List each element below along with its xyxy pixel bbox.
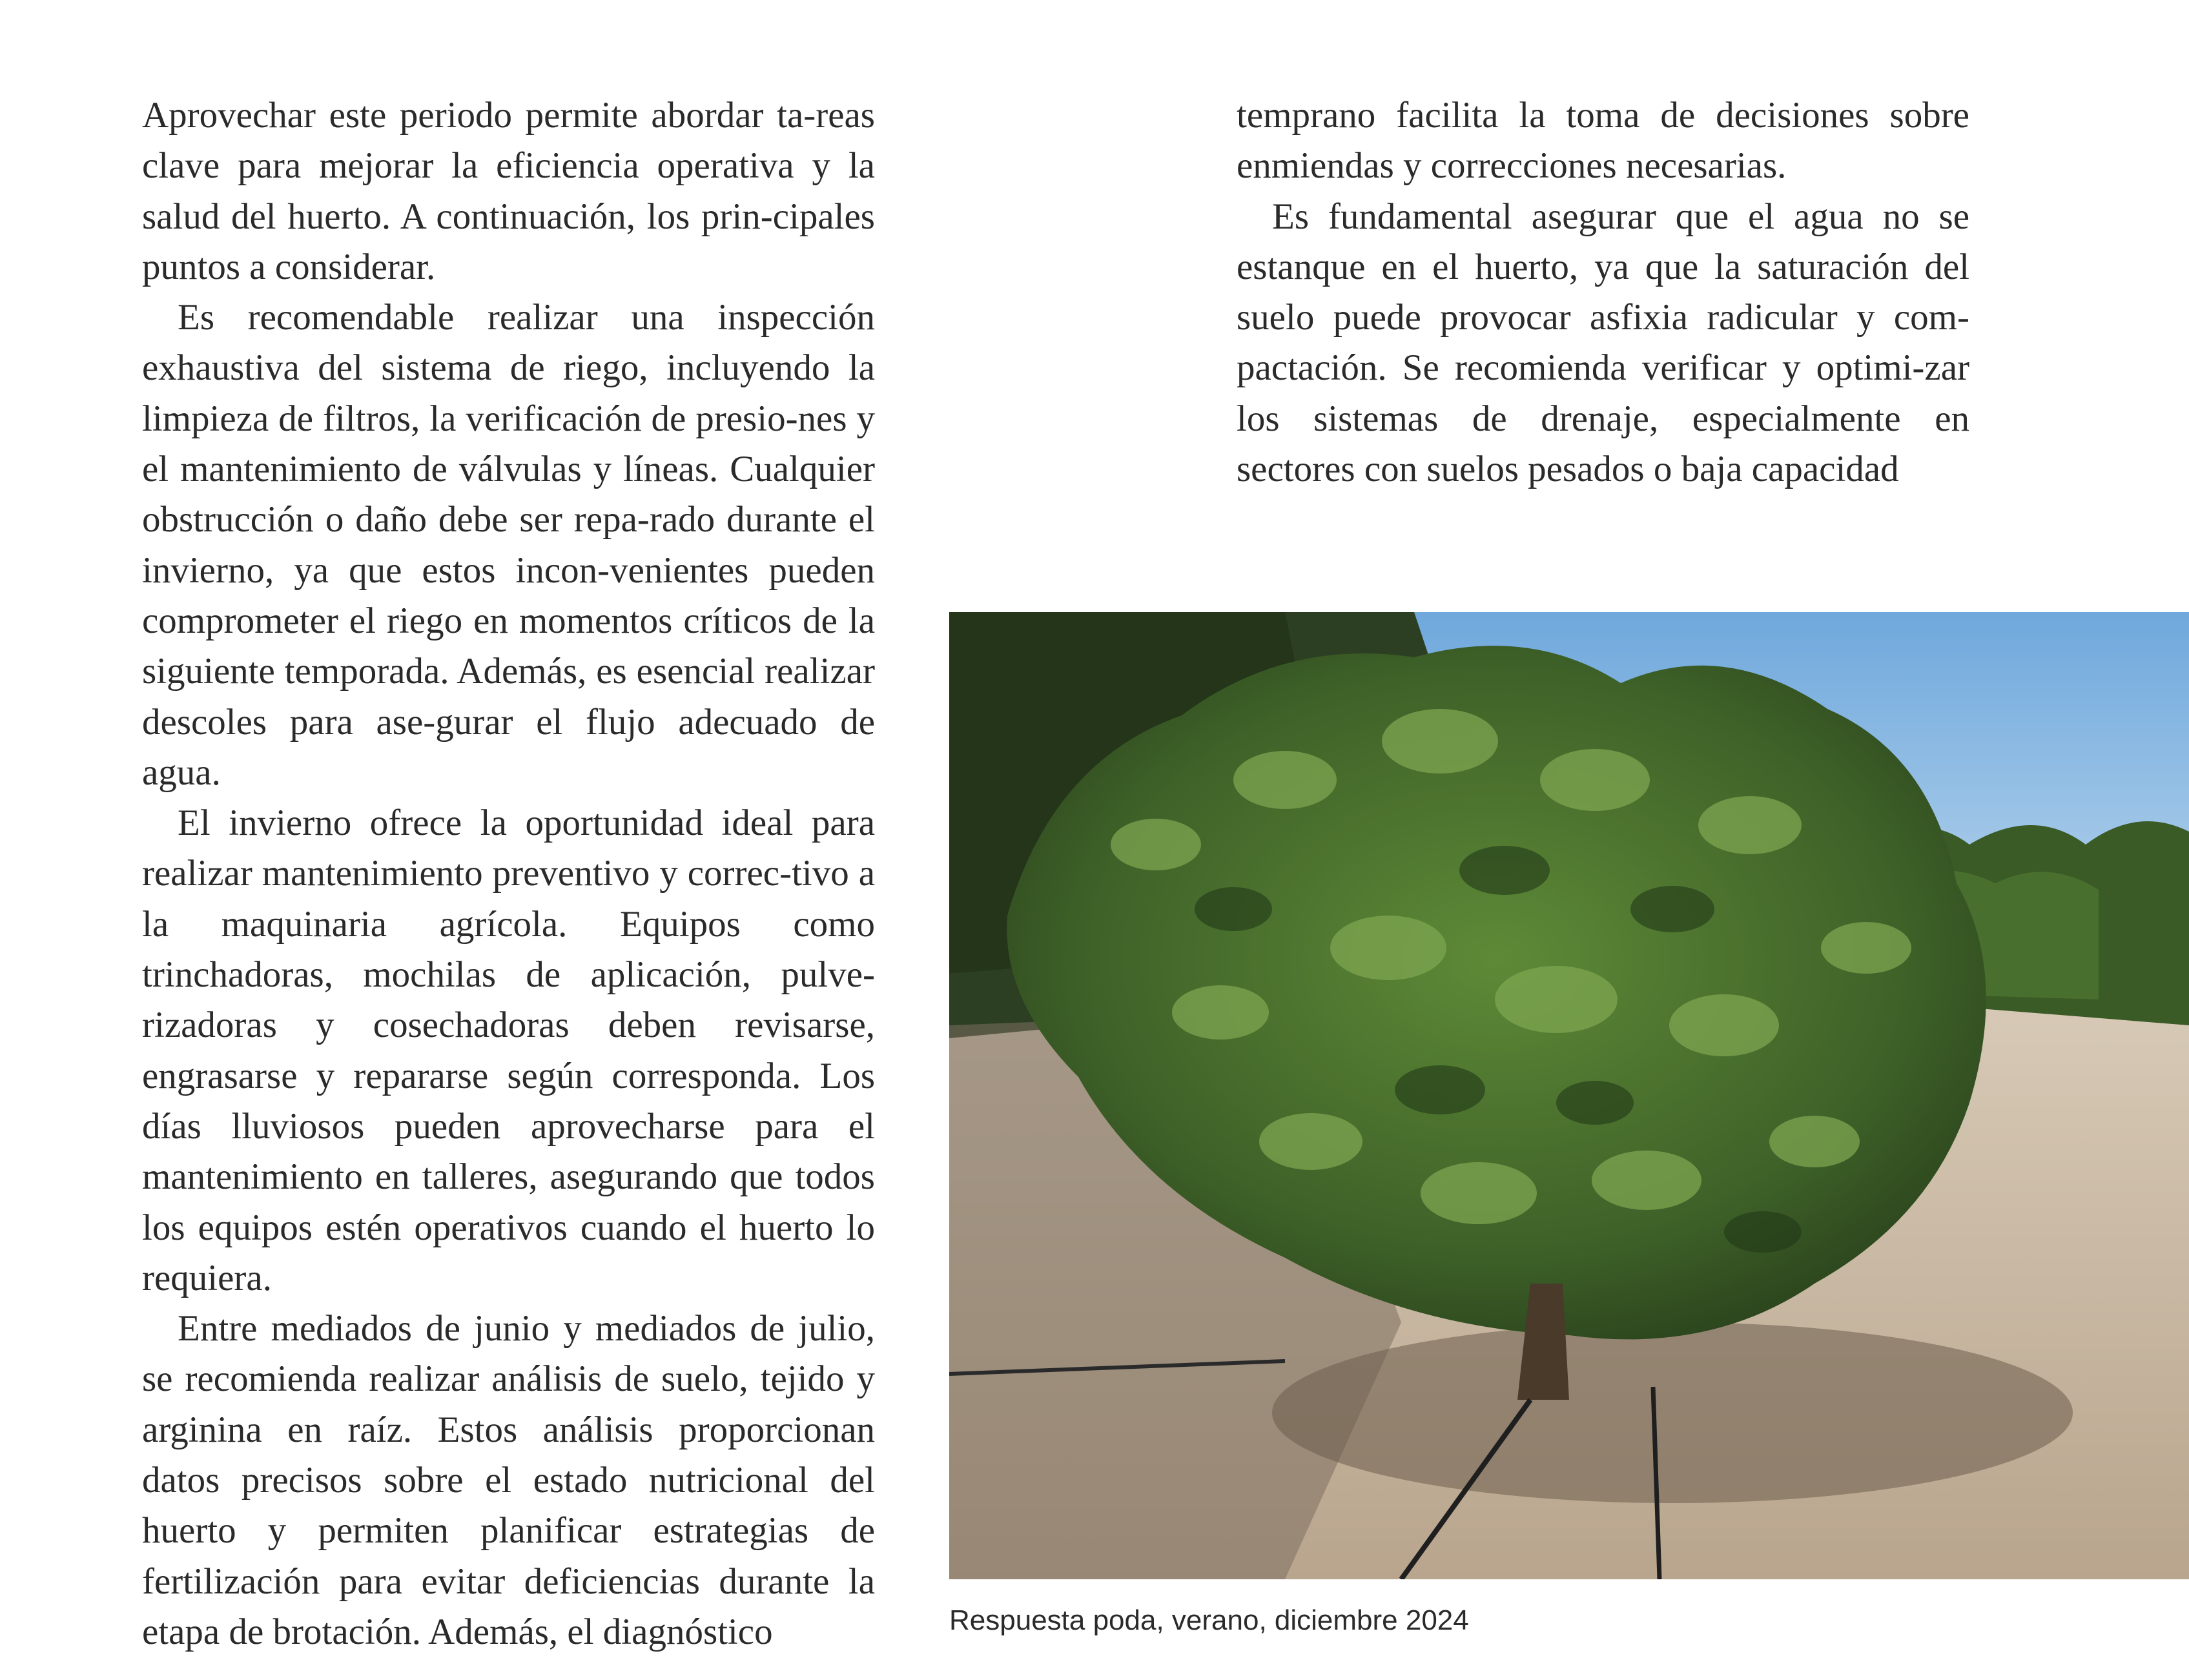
paragraph: Es recomendable realizar una inspección exhaustiva del sistema de riego, incluyendo la limpieza de filtros, la verificación de presio-nes y el mantenimiento de válvulas y líneas. Cualquier obstrucción o daño debe ser repa-rado durante el invierno, ya que estos incon-venientes pueden comprometer el riego en momentos críticos de la siguiente temporada. Además, es esencial realizar descoles para ase-gurar el flujo adecuado de agua. [142, 297, 875, 793]
paragraph: Aprovechar este periodo permite abordar ta-reas clave para mejorar la eficiencia operativa y la salud del huerto. A continuación, los prin-cipales puntos a considerar. [142, 95, 875, 287]
paragraph: Entre mediados de junio y mediados de julio, se recomienda realizar análisis de suelo, tejido y arginina en raíz. Estos análisis proporcionan datos precisos sobre el estado nutricional del huerto y permiten planificar estrategias de fertilización para evitar deficiencias durante la etapa de brotación. Además, el diagnóstico [142, 1308, 875, 1652]
right-text-column [1237, 90, 1969, 495]
paragraph: temprano facilita la toma de decisiones sobre enmiendas y correcciones necesarias. [1237, 95, 1969, 187]
left-text-column [142, 90, 875, 1657]
hazelnut-bush-photo [949, 612, 2189, 1579]
photo-illustration [949, 612, 2189, 1579]
photo-caption: Respuesta poda, verano, diciembre 2024 [949, 1604, 1469, 1636]
paragraph: El invierno ofrece la oportunidad ideal para realizar mantenimiento preventivo y correc-tivo a la maquinaria agrícola. Equipos como trinchadoras, mochilas de aplicación, pulve-rizadoras y cosechadoras deben revisarse, engrasarse y repararse según corresponda. Los días lluviosos pueden aprovecharse para el mantenimiento en talleres, asegurando que todos los equipos estén operativos cuando el huerto lo requiera. [142, 803, 875, 1298]
paragraph: Es fundamental asegurar que el agua no se estanque en el huerto, ya que la saturación del suelo puede provocar asfixia radicular y com-pactación. Se recomienda verificar y optimi-zar los sistemas de drenaje, especialmente en sectores con suelos pesados o baja capacidad [1237, 196, 1969, 490]
